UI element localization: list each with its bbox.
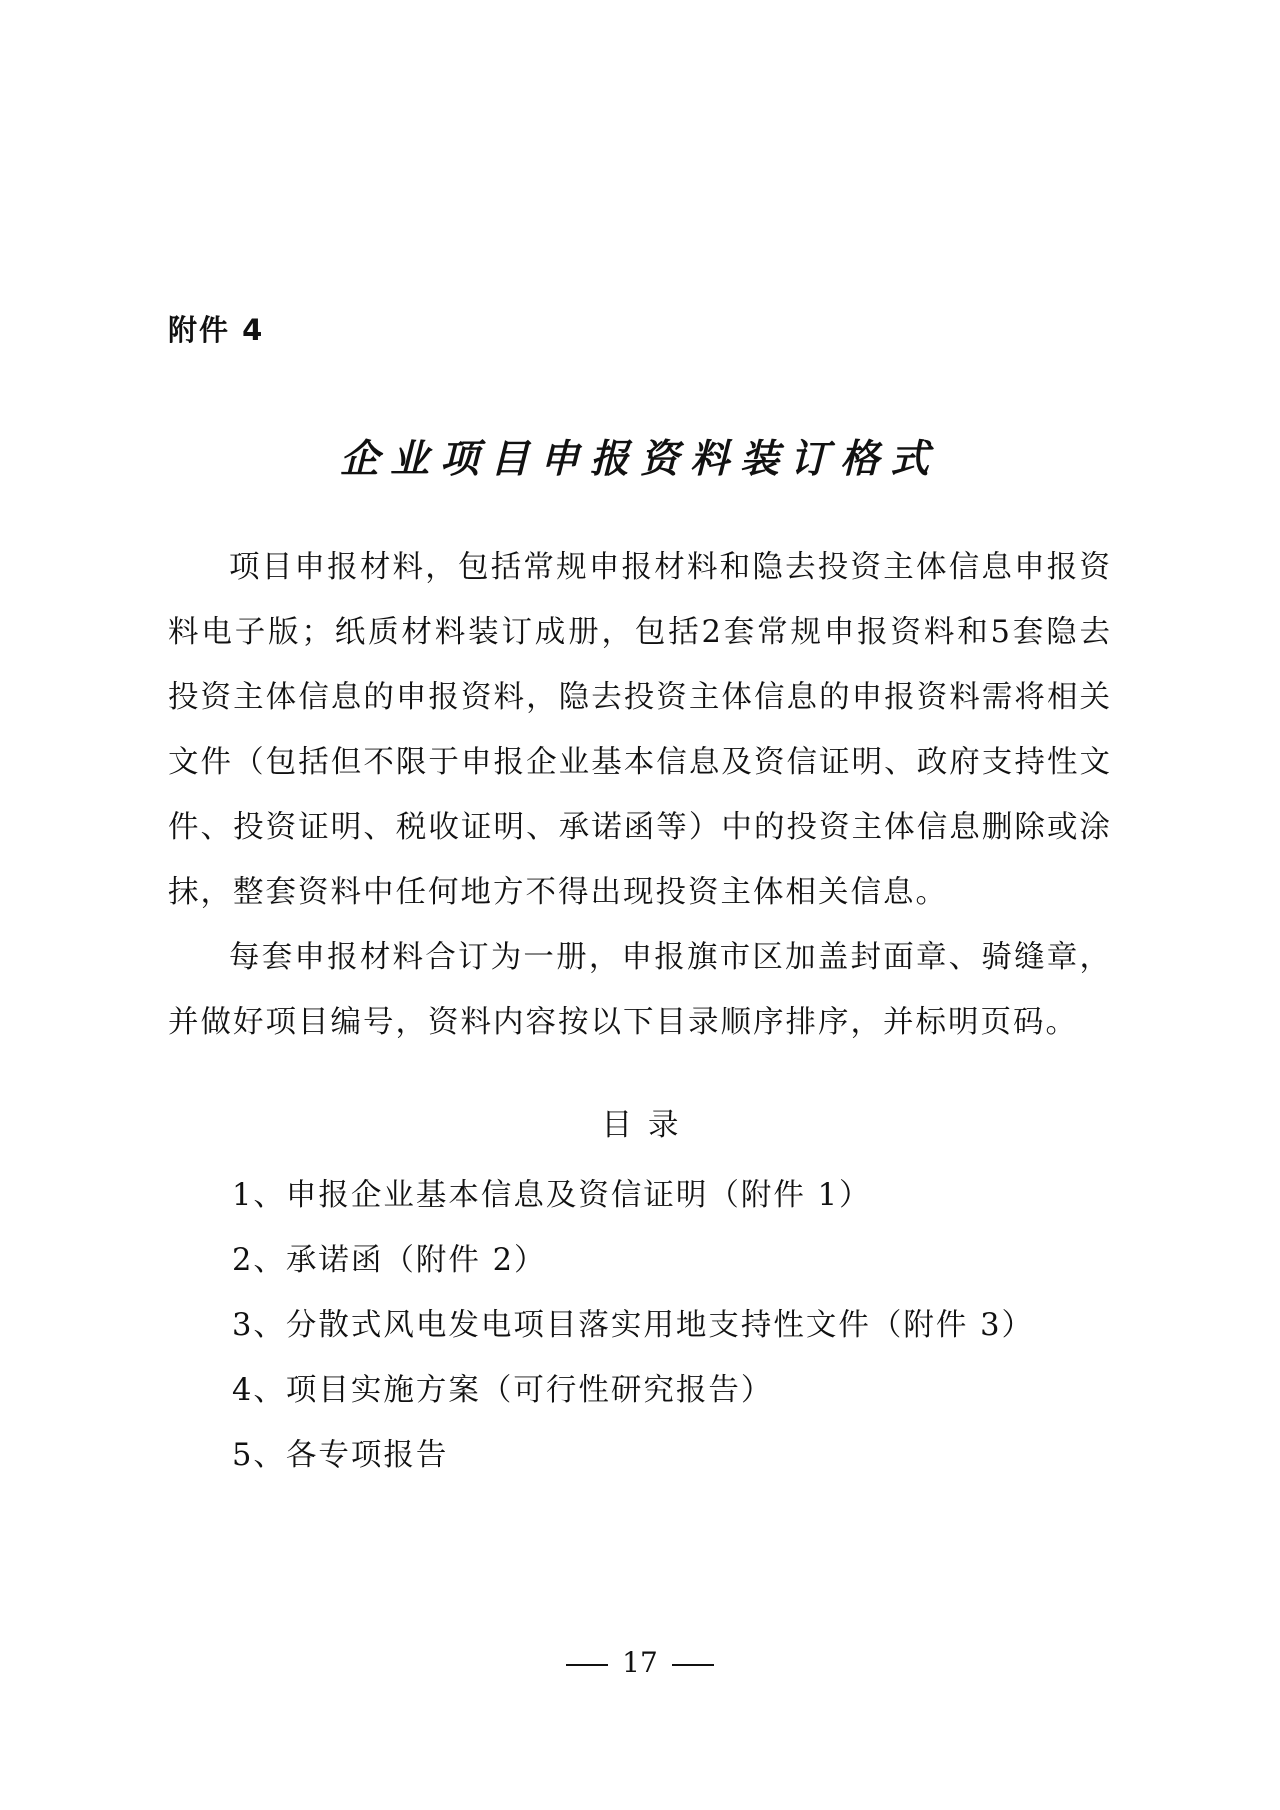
attachment-label: 附件 4 [168, 313, 265, 347]
body-text [168, 535, 1112, 1055]
dash-right [672, 1664, 714, 1666]
toc-heading: 目录 [601, 1108, 695, 1143]
document-title: 企业项目申报资料装订格式 [339, 436, 940, 482]
toc-item: 2、承诺函（附件 2） [232, 1243, 547, 1278]
toc-item: 1、申报企业基本信息及资信证明（附件 1） [232, 1178, 872, 1213]
toc-item: 3、分散式风电发电项目落实用地支持性文件（附件 3） [232, 1308, 1035, 1343]
dash-left [566, 1664, 608, 1666]
page-number-footer [0, 1646, 1280, 1679]
paragraph: 每套申报材料合订为一册，申报旗市区加盖封面章、骑缝章，并做好项目编号，资料内容按以下目录顺序排序，并标明页码。 [168, 940, 1112, 1040]
toc-item: 4、项目实施方案（可行性研究报告） [232, 1373, 774, 1408]
page-number: 17 [622, 1646, 658, 1679]
toc-item: 5、各专项报告 [232, 1438, 449, 1473]
toc-list [232, 1163, 1034, 1488]
paragraph: 项目申报材料，包括常规申报材料和隐去投资主体信息申报资料电子版；纸质材料装订成册，包括2套常规申报资料和5套隐去投资主体信息的申报资料，隐去投资主体信息的申报资料需将相关文件（包括但不限于申报企业基本信息及资信证明、政府支持性文件、投资证明、税收证明、承诺函等）中的投资主体信息删除或涂抹，整套资料中任何地方不得出现投资主体相关信息。 [168, 550, 1112, 910]
